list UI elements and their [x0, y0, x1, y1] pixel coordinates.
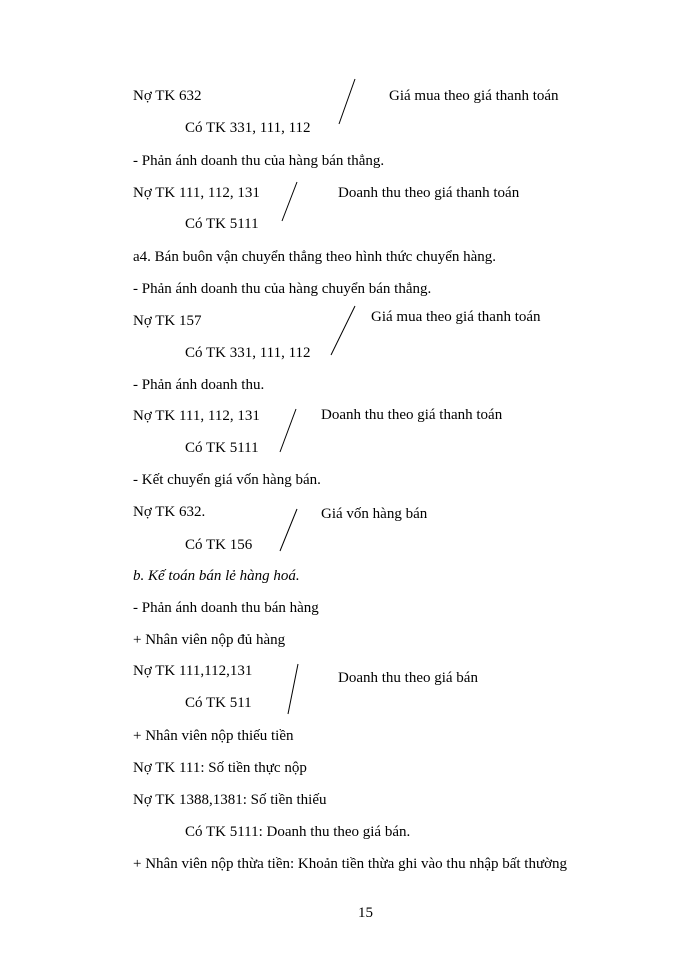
- credit-line: Có TK 5111: [185, 216, 259, 232]
- section-line: + Nhân viên nộp đủ hàng: [133, 632, 286, 648]
- separator-slash: [288, 664, 298, 714]
- section-line: - Phản ánh doanh thu của hàng bán thẳng.: [133, 153, 385, 169]
- entry-note: Doanh thu theo giá thanh toán: [338, 185, 520, 201]
- section-line: + Nhân viên nộp thiếu tiền: [133, 728, 294, 744]
- section-line: - Phản ánh doanh thu bán hàng: [133, 600, 319, 616]
- section-line: - Phản ánh doanh thu của hàng chuyển bán thẳng.: [133, 281, 432, 297]
- debit-line: Nợ TK 632: [133, 88, 202, 104]
- heading-line: a4. Bán buôn vận chuyển thẳng theo hình thức chuyển hàng.: [133, 249, 497, 265]
- credit-line: Có TK 5111: Doanh thu theo giá bán.: [185, 824, 411, 840]
- entry-note: Giá mua theo giá thanh toán: [371, 309, 541, 325]
- credit-line: Có TK 331, 111, 112: [185, 345, 311, 361]
- debit-line: Nợ TK 111, 112, 131: [133, 185, 260, 201]
- entry-note: Doanh thu theo giá thanh toán: [321, 407, 503, 423]
- separator-slash: [280, 409, 296, 452]
- section-line: + Nhân viên nộp thừa tiền: Khoản tiền thừa ghi vào thu nhập bất thường: [133, 856, 568, 872]
- debit-line: Nợ TK 1388,1381: Số tiền thiếu: [133, 792, 327, 808]
- separator-slash: [331, 306, 355, 355]
- entry-note: Giá mua theo giá thanh toán: [389, 88, 559, 104]
- credit-line: Có TK 511: [185, 695, 252, 711]
- debit-line: Nợ TK 111: Số tiền thực nộp: [133, 760, 307, 776]
- section-line: - Phản ánh doanh thu.: [133, 377, 265, 393]
- separator-slash: [339, 79, 355, 124]
- credit-line: Có TK 331, 111, 112: [185, 120, 311, 136]
- entry-note: Doanh thu theo giá bán: [338, 670, 478, 686]
- page-number: 15: [358, 905, 373, 921]
- subheading-line: b. Kế toán bán lẻ hàng hoá.: [133, 568, 300, 584]
- section-line: - Kết chuyển giá vốn hàng bán.: [133, 472, 321, 488]
- credit-line: Có TK 5111: [185, 440, 259, 456]
- debit-line: Nợ TK 157: [133, 313, 202, 329]
- credit-line: Có TK 156: [185, 537, 253, 553]
- separator-slash: [280, 509, 297, 551]
- debit-line: Nợ TK 632.: [133, 504, 206, 520]
- entry-note: Giá vốn hàng bán: [321, 506, 428, 522]
- separator-slash: [282, 182, 297, 221]
- debit-line: Nợ TK 111, 112, 131: [133, 408, 260, 424]
- debit-line: Nợ TK 111,112,131: [133, 663, 253, 679]
